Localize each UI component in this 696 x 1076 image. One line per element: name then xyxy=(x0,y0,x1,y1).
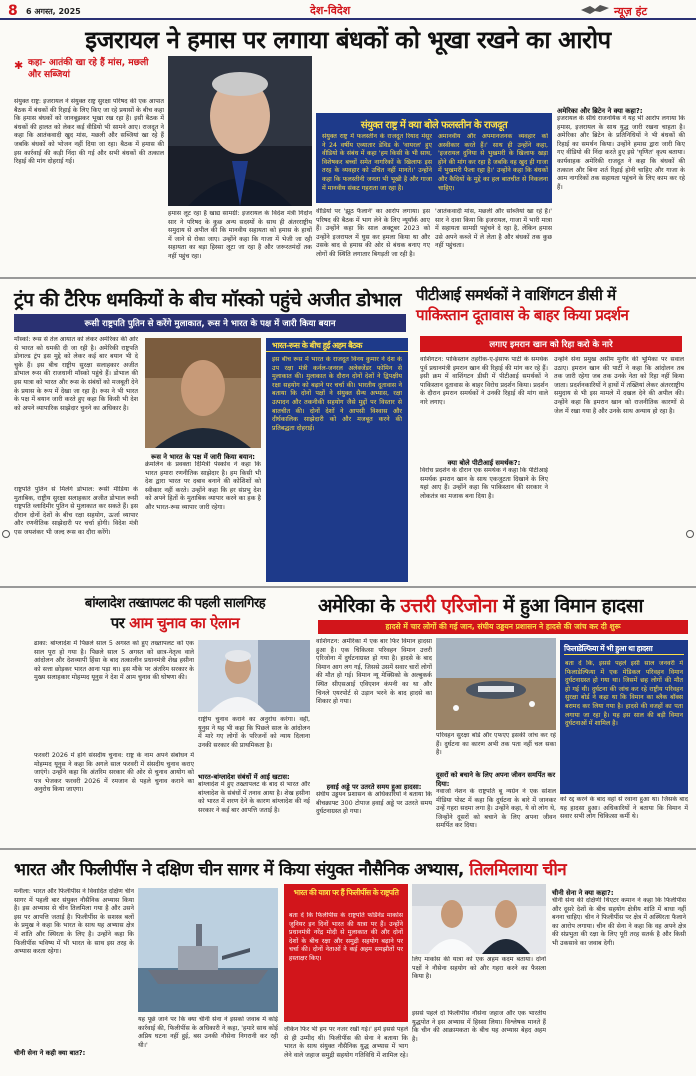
star-icon: ✱ xyxy=(14,59,24,72)
bd-col1: ढाका: बांग्लादेश में पिछले साल 5 अगस्त को हुए तख्तापलट को एक साल पूरा हो गया है। पिछले साल 5 अगस्त को छात्र-नेतृत्व वाले आंदोलन और देशव्यापी हिंसा के बाद तत्कालीन प्रधानमंत्री शेख हसीना को सत्ता छोड़कर भारत आना पड़ा था। इस मौके पर अंतरिम सरकार के मुख्य सलाहकार मोहम्मद यूनुस ने देश में आम चुनाव की घोषणा की। xyxy=(34,640,194,682)
crash-photo xyxy=(436,638,556,730)
divider-3 xyxy=(0,848,696,850)
marcos-box xyxy=(284,884,408,1022)
pti-col2: उन्होंने सेना प्रमुख असीम मुनीर की भूमिका पर सवाल उठाए। इमरान खान की पार्टी ने कहा कि आंदोलन तब तक जारी रहेगा जब तक उनके नेता को रिहा नहीं किया जाता। प्रदर्शनकारियों ने हाथों में तख्तियां लेकर अंतरराष्ट्रीय समुदाय से भी इस मामले में दखल देने की अपील की। उन्होंने कहा कि इमरान खान को राजनीतिक कारणों से जेल में रखा गया है और उनके साथ अन्याय हो रहा है। xyxy=(554,356,684,415)
divider-2 xyxy=(0,586,696,588)
eagle-logo-icon xyxy=(580,2,610,18)
headline-ph-pre: भारत और फिलीपींस ने दक्षिण चीन सागर में किया संयुक्त नौसैनिक अभ्यास, xyxy=(14,860,470,880)
az-col1b xyxy=(316,782,432,844)
netanyahu-photo xyxy=(168,56,312,206)
headline-bd-1: बांग्लादेश तख्तापलट की पहली सालगिरह xyxy=(84,596,266,611)
subhead-doval: रूसी राष्ट्रपति पुतिन से करेंगे मुलाकात, रूस ने भारत के पक्ष में जारी किया बयान xyxy=(14,314,406,332)
pti-col1b-title: क्या बोले पीटीआई समर्थक?: xyxy=(447,459,521,467)
un-box-body: संयुक्त राष्ट्र में फलस्तीन के राजदूत रियाद मंसूर ने 24 वर्षीय एव्यातार डेविड के 'वायरल' हुए वीडियो के संबंध में कहा 'हम किसी के भी साथ, विशेषकर बच्चों समेत नागरिकों के खिलाफ इस तरह के व्यवहार को उचित नहीं मानते।' उन्होंने कहा कि फलस्तीनी जनता भी भूखी है और गाजा में मानवीय संकट गहराता जा रहा है। xyxy=(322,133,432,192)
marcos-box-title: भारत की यात्रा पर हैं फिलीपींस के राष्ट्रपति xyxy=(293,888,399,897)
ph-col4-title: चीनी सेना ने क्या कहा?: xyxy=(552,889,614,897)
az-col1b-body: संघीय उड्डयन प्रशासन के अधिकारियों ने बताया कि बीचक्राफ्ट 300 टोपाज हवाई अड्डे पर उतरते समय दुर्घटनाग्रस्त हो गया। xyxy=(316,791,432,816)
yunus-photo xyxy=(198,640,310,712)
brand-logo: न्यूज़ हंट xyxy=(614,5,648,18)
un-box xyxy=(316,113,552,203)
headline-az-pre: अमेरिका के xyxy=(318,595,401,617)
phl-box-title: फिलाडेल्फिया में भी हुआ था हादसा xyxy=(564,644,684,655)
doval-photo xyxy=(145,338,261,448)
headline-doval-text: ट्रंप की टैरिफ धमकियों के बीच मॉस्को पहुंचे अजीत डोभाल xyxy=(14,289,402,311)
pti-col1: वाशिंगटन: पाकिस्तान तहरीक-ए-इंसाफ पार्टी के समर्थक पूर्व प्रधानमंत्री इमरान खान की रिहाई की मांग कर रहे हैं। इसी क्रम में वाशिंगटन डीसी में पीटीआई समर्थकों ने पाकिस्तान दूतावास के बाहर विरोध प्रदर्शन किया। प्रदर्शन के दौरान इमरान समर्थकों ने उनकी रिहाई की मांग वाले नारे लगाए। xyxy=(420,356,548,406)
headline-az-red: उत्तरी एरिजोना xyxy=(400,595,497,617)
pti-col1b-body: विरोध प्रदर्शन के दौरान एक समर्थक ने कहा कि पीटीआई समर्थक इमरान खान के साथ एकजुटता दिखाने के लिए यहां आए हैं। उन्होंने कहा कि पाकिस्तान की सरकार ने लोकतंत्र का मजाक बना दिया है। xyxy=(420,467,548,500)
israel-col2: हमास लूट रहा है खाद्य सामग्री: इजरायल के विदेश मंत्री गिदोन सार ने परिषद के कुछ अन्य सदस्यों के साथ ही अंतरराष्ट्रीय समुदाय से अपील की कि मानवीय सहायता को हमास के हाथों में जाने से रोका जाए। उन्होंने कहा कि गाजा में भेजी जा रही सहायता का बड़ा हिस्सा लूटा जा रहा है और जरूरतमंदों तक नहीं पहुंच रहा। xyxy=(168,210,312,260)
ph-col2b: लेकिन फिर भी हम पर नजर रखी गई।' हमें इससे पहले से ही उम्मीद थी। फिलीपींस की सेना ने बताया कि भारत के साथ संयुक्त नौसैनिक युद्ध अभ्यास में भाग लेने वाले जहाज समुद्री सहयोग गतिविधि में शामिल रहे। xyxy=(284,1026,408,1059)
subhead-pti: लगाए इमरान खान को रिहा करो के नारे xyxy=(420,336,682,352)
page-number: 8 xyxy=(8,3,18,19)
registration-mark-right xyxy=(686,530,694,538)
pti-col1b xyxy=(420,458,548,582)
section-title: देश-विदेश xyxy=(310,4,351,17)
box-body: इस बीच रूस में भारत के राजदूत विनय कुमार ने देश के उप रक्षा मंत्री कर्नल-जनरल अलेक्जेंडर फोमिन से मुलाकात की। मुलाकात के दौरान दोनों देशों ने द्विपक्षीय रक्षा सहयोग को बढ़ाने पर चर्चा की। भारतीय दूतावास ने बताया कि दोनों पक्षों ने संयुक्त सैन्य अभ्यास, रक्षा उत्पादन और तकनीकी सहयोग जैसे मुद्दों पर विस्तार से बातचीत की। दोनों देशों ने आपसी विश्वास और दीर्घकालिक साझेदारी को और मजबूत करने की प्रतिबद्धता दोहराई। xyxy=(272,356,402,432)
headline-bd-2-pre: पर xyxy=(110,614,130,632)
az-col1: वाशिंगटन: अमेरिका में एक बार फिर विमान हादसा हुआ है। एक चिकित्सा परिवहन विमान उत्तरी एरिजोना में दुर्घटनाग्रस्त हो गया है। हादसे के बाद विमान आग लग गई, जिससे उसमें सवार चारों लोगों की मौत हो गई। विमान न्यू मेक्सिको के अल्बुकर्क स्थित सीएसआई एविएशन कंपनी का था और चिनले एयरपोर्ट से उड़ान भरने के बाद हादसे का शिकार हो गया। xyxy=(316,638,432,706)
kicker-israel xyxy=(14,57,162,97)
page-header xyxy=(0,0,696,20)
az-col2b-body: नवाजो नेशन के राष्ट्रपति बू न्यग्रेन ने एक सोशल मीडिया पोस्ट में कहा कि दुर्घटना के बारे में जानकर उन्हें गहरा सदमा लगा है। उन्होंने कहा, ये वो लोग थे, जिन्होंने दूसरों को बचाने के लिए अपना जीवन समर्पित कर दिया। xyxy=(436,788,556,830)
kicker-text: कहा- आतंकी खा रहे हैं मांस, मछली और सब्जियां xyxy=(28,58,149,80)
israel-col3b: 'आतंकवादी मांस, मछली और सब्जियां खा रहे हैं।' सार ने दावा किया कि इजरायल, गाजा में भारी मात्रा में सहायता सामग्री पहुंचने दे रहा है, लेकिन हमास उसे अपने कब्जे में ले लेता है और बंधकों तक कुछ नहीं पहुंचता। xyxy=(435,208,552,250)
headline-doval xyxy=(14,286,414,312)
headline-bd-2 xyxy=(40,613,310,633)
registration-mark-left xyxy=(2,530,10,538)
marcos-box-body2: लिए मार्कोस की यात्रा को एक अहम कदम बताया। दोनों पक्षों ने नौसेना सहयोग को और गहरा करने का फैसला किया है। xyxy=(412,956,546,981)
un-box-body2: अमानवीय और अपमानजनक व्यवहार को अस्वीकार करते हैं।' साथ ही उन्होंने कहा, 'इजरायल दुनिया से भुखमरी के खिलाफ खड़ा होने की मांग कर रहा है जबकि वह खुद ही गाजा में भुखमरी फैला रहा है।' उन्होंने कहा कि बंधकों और कैदियों के मुद्दे का हल बातचीत से निकलना चाहिए। xyxy=(438,133,548,192)
ph-col2: यह पूछे जाने पर कि क्या चीनी सेना ने इसको जवाब में कोई कार्रवाई की, फिलीपींस के अधिकारी ने कहा, 'हमारे साथ कोई अप्रिय घटना नहीं हुई, बस उनकी नौसेना निगरानी कर रही थी।' xyxy=(138,1016,278,1049)
headline-pti-2: पाकिस्तान दूतावास के बाहर किया प्रदर्शन xyxy=(416,306,629,324)
headline-bd-2-red: आम चुनाव का ऐलान xyxy=(129,614,240,632)
israel-col1: संयुक्त राष्ट्र: इजरायल ने संयुक्त राष्ट्र सुरक्षा परिषद की एक आपात बैठक में बंधकों की रिहाई के लिए किए जा रहे प्रयासों के बीच कहा कि हमास बंधकों को जानबूझकर भूखा रख रहा है। इसी बैठक में बंधकों की हालत को लेकर कई वीडियो भी सामने आए। राजदूत ने कहा कि आतंकवादी खुद मांस, मछली और सब्जियां खा रहे हैं जबकि बंधकों को भोजन नहीं दिया जा रहा। बैठक में हमास की इस कार्रवाई की कड़ी निंदा की गई और सभी बंधकों की तत्काल रिहाई की मांग दोहराई गई। xyxy=(14,98,164,166)
bd-col2b-title: भारत-बांग्लादेश संबंधों में आई खटास: xyxy=(198,773,290,781)
az-caption: परिवहन सुरक्षा बोर्ड और एफएए इसकी जांच कर रहे हैं। दुर्घटना का कारण अभी तक पता नहीं चल सका है। xyxy=(436,732,556,757)
bd-col2: राष्ट्रीय चुनाव कराने का अनुरोध करेगा। वहीं, यूनुस ने यह भी कहा कि पिछले साल के आंदोलन में मारे गए लोगों के परिजनों को न्याय दिलाना उनकी सरकार की प्राथमिकता है। xyxy=(198,716,310,749)
marcos-photo xyxy=(412,884,546,954)
un-box-title: संयुक्त राष्ट्र में क्या बोले फलस्तीन के राजदूत xyxy=(360,120,508,131)
ph-col4-body: चीनी सेना की दक्षिणी थिएटर कमान ने कहा कि फिलीपींस और दूसरे देशों के बीच सहयोग क्षेत्रीय शांति में बाधा नहीं बनना चाहिए। चीन ने फिलीपींस पर क्षेत्र में अस्थिरता फैलाने का आरोप लगाया। चीन की सेना ने कहा कि वह अपने क्षेत्र की संप्रभुता की रक्षा के लिए पूरी तरह सतर्क है और किसी भी उकसावे का जवाब देगी। xyxy=(552,897,686,947)
israel-col3a: वीडियो पर 'झूठ फैलाने' का आरोप लगाया। इस परिषद की बैठक में भाग लेने के लिए न्यूयॉर्क आए हैं। उन्होंने कहा कि साल अक्टूबर 2023 को उन्होंने इजरायल में घुस कर हमला किया था और उसके बाद से हमास की ओर से बंधक बनाए गए लोगों की स्थिति लगातार बिगड़ती जा रही है। xyxy=(316,208,430,258)
headline-az-post: में हुआ विमान हादसा xyxy=(496,595,643,617)
ph-col4 xyxy=(552,888,686,1068)
caption-body: क्रेमलिन के प्रवक्ता दिमित्री पेस्कोव ने कहा कि भारत हमारा रणनीतिक साझेदार है। हम किसी भी देश द्वारा भारत पर दबाव बनाने की कोशिशों को स्वीकार नहीं करते। उन्होंने कहा कि हर संप्रभु देश को अपने हितों के मुताबिक व्यापार करने का हक है और भारत-रूस व्यापार जारी रहेगा। xyxy=(145,461,261,511)
box-title-bar xyxy=(266,338,408,352)
divider-1 xyxy=(0,277,696,279)
doval-col1b: राष्ट्रपति पुतिन से मिलेंगे डोभाल: रूसी मीडिया के मुताबिक, राष्ट्रीय सुरक्षा सलाहकार अजीत डोभाल रूसी राष्ट्रपति व्लादिमीर पुतिन से मुलाकात कर सकते हैं। इस दौरान दोनों देशों के बीच रक्षा सहयोग, ऊर्जा व्यापार और रणनीतिक साझेदारी पर चर्चा होगी। विदेश मंत्री एस जयशंकर भी जल्द रूस का दौरा करेंगे। xyxy=(14,486,138,536)
phl-box-body: बता दें कि, इससे पहले इसी साल जनवरी में फिलाडेल्फिया में एक मेडिकल परिवहन विमान दुर्घटनाग्रस्त हो गया था। जिसमें छह लोगों की मौत हो गई थी। दुर्घटना की जांच कर रहे राष्ट्रीय परिवहन सुरक्षा बोर्ड ने कहा था कि विमान का ब्लैक बॉक्स बरामद कर लिया गया है। हादसे की वजहों का पता लगाया जा रहा है। यह इस साल की बड़ी विमान दुर्घटनाओं में शामिल है। xyxy=(565,660,683,728)
caption-title: रूस ने भारत के पक्ष में जारी किया बयान: xyxy=(151,453,255,461)
az-col1b-title: हवाई अड्डे पर उतरते समय हुआ हादसा: xyxy=(326,783,422,791)
india-russia-box xyxy=(266,338,408,582)
warship-photo xyxy=(138,888,278,1012)
col4-title: अमेरिका और ब्रिटेन ने क्या कहा?: xyxy=(557,107,643,115)
ph-col1b-title: चीनी सेना ने कही क्या बात?: xyxy=(14,1049,86,1057)
az-col2b xyxy=(436,770,556,844)
israel-col4 xyxy=(557,106,685,274)
headline-pti-1: पीटीआई समर्थकों ने वाशिंगटन डीसी में xyxy=(416,286,616,304)
marcos-box-body: बता दें कि फिलीपींस के राष्ट्रपति फर्डिनेंड मार्कोस जूनियर इन दिनों भारत की यात्रा पर हैं। उन्होंने प्रधानमंत्री नरेंद्र मोदी से मुलाकात की और दोनों देशों के बीच रक्षा और समुद्री सहयोग बढ़ाने पर चर्चा की। दोनों नेताओं ने कई अहम समझौतों पर हस्ताक्षर किए। xyxy=(289,912,403,962)
box-title: भारत-रूस के बीच हुई अहम बैठक xyxy=(272,341,362,350)
bd-col2b xyxy=(198,772,310,844)
subhead-arizona: हादसे में चार लोगों की गई जान, संघीय उड्डयन प्रशासन ने हादसे की जांच कर दी शुरू xyxy=(318,620,688,634)
doval-col1: मॉस्को: रूस से तेल आयात को लेकर अमेरिका की ओर से भारत को धमकी दी जा रही है। अमेरिकी राष्ट्रपति डोनाल्ड ट्रंप इस मुद्दे को लेकर कई बार बयान भी दे चुके हैं। इस बीच राष्ट्रीय सुरक्षा सलाहकार अजीत डोभाल रूस की राजधानी मॉस्को पहुंचे हैं। डोभाल की इस यात्रा को भारत और रूस के संबंधों को मजबूती देने के प्रयास के रूप में देखा जा रहा है। रूस ने भी भारत के पक्ष में बयान जारी करते हुए कहा कि किसी भी देश को अपने व्यापारिक साझेदार चुनने का अधिकार है। xyxy=(14,336,138,412)
page-date: 6 अगस्त, 2025 xyxy=(26,7,81,16)
headline-philippines xyxy=(14,857,688,880)
bd-col2b-body: बांग्लादेश में हुए तख्तापलट के बाद से भारत और बांग्लादेश के संबंधों में तनाव आया है। शेख हसीना को भारत में शरण देने के कारण बांग्लादेश की नई सरकार ने कई बार आपत्ति जताई है। xyxy=(198,781,310,814)
bd-col1b: फरवरी 2026 में होंगे संसदीय चुनाव: राष्ट्र के नाम अपने संबोधन में मोहम्मद यूनुस ने कहा कि अगले साल फरवरी में संसदीय चुनाव कराए जाएंगे। उन्होंने कहा कि अंतरिम सरकार की ओर से चुनाव आयोग को पत्र भेजकर फरवरी 2026 में रमजान से पहले चुनाव कराने का अनुरोध किया जाएगा। xyxy=(34,752,194,794)
doval-caption xyxy=(145,452,261,582)
philadelphia-box xyxy=(560,640,688,794)
ph-col3: इससे पहले दो फिलीपींस नौसेना जहाज और एक भारतीय युद्धपोत ने इस अभ्यास में हिस्सा लिया। विश्लेषक मानते हैं कि चीन की आक्रामकता के बीच यह अभ्यास बेहद अहम है। xyxy=(412,1010,546,1043)
headline-ph-red: तिलमिलाया चीन xyxy=(469,860,567,880)
headline-israel: इजरायल ने हमास पर लगाया बंधकों को भूखा रखने का आरोप xyxy=(85,26,611,54)
ph-col1: मनीला: भारत और फिलीपींस ने विवादित दक्षिण चीन सागर में पहली बार संयुक्त नौसैनिक अभ्यास किया है। इस अभ्यास से चीन तिलमिला गया है और उसने इस पर आपत्ति जताई है। फिलीपींस के सशस्त्र बलों के प्रमुख ने कहा कि भारत के साथ यह अभ्यास क्षेत्र में शांति और स्थिरता के लिए है। उन्होंने कहा कि फिलीपींस भविष्य में भी भारत के साथ इस तरह के अभ्यास करता रहेगा। xyxy=(14,888,134,956)
az-col2b-title: दूसरों को बचाने के लिए अपना जीवन समर्पित कर दिया: xyxy=(436,771,556,788)
col4-body: इजरायल के सीधे राजनयिक ने यह भी आरोप लगाया कि हमास, इजरायल के साथ युद्ध जारी रखना चाहता है। अमेरिका और ब्रिटेन के प्रतिनिधियों ने भी बंधकों की रिहाई का समर्थन किया। उन्होंने हमास द्वारा जारी किए गए वीडियो की निंदा करते हुए इसे 'घृणित' कृत्य बताया। कार्यवाहक अमेरिकी राजदूत ने कहा कि बंधकों की तत्काल और बिना शर्त रिहाई होनी चाहिए और गाजा के आम नागरिकों तक सहायता पहुंचने के लिए काम कर रहे हैं। xyxy=(557,115,685,191)
az-col3: को रद्द करने के बाद वहां से रवाना हुआ था। जिसके बाद यह हादसा हुआ। अधिकारियों ने बताया कि विमान में सवार सभी लोग चिकित्सा कर्मी थे। xyxy=(560,796,688,821)
headline-arizona xyxy=(318,592,688,618)
